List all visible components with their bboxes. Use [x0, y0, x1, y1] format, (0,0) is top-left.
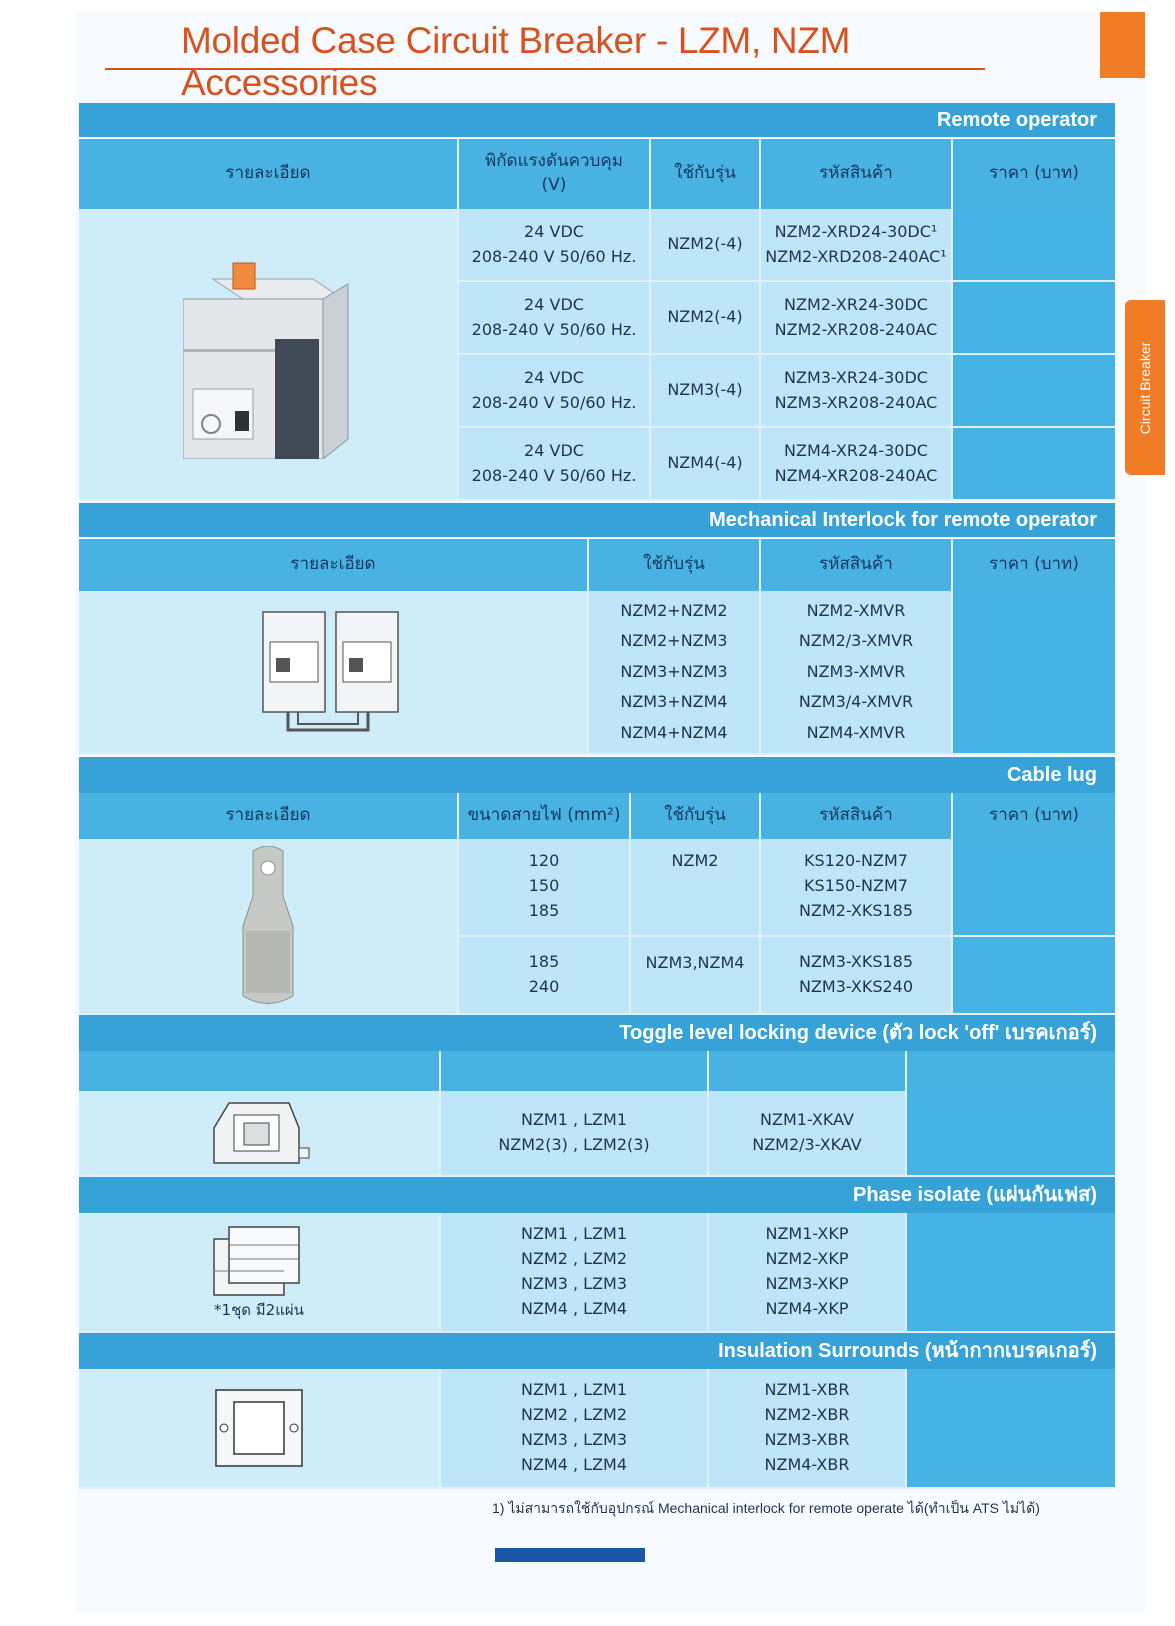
side-tab-circuit-breaker[interactable] — [1125, 300, 1165, 475]
remote-row-4-codes: NZM4-XR24-30DC NZM4-XR208-240AC — [761, 428, 953, 501]
remote-row-3-voltage: 24 VDC 208-240 V 50/60 Hz. — [459, 355, 651, 428]
remote-operator-body — [79, 209, 1115, 501]
mech-interlock-price — [953, 591, 1115, 755]
cable-lug-row-1-sizes: 120 150 185 — [459, 839, 631, 937]
phase-isolate-models: NZM1 , LZM1 NZM2 , LZM2 NZM3 , LZM3 NZM4 , LZM4 — [441, 1213, 709, 1333]
remote-row-2-codes: NZM2-XR24-30DC NZM2-XR208-240AC — [761, 282, 953, 355]
header-model: ใช้กับรุ่น — [651, 139, 761, 209]
phase-isolate-note: *1ชุด มี2แผ่น — [214, 1301, 304, 1320]
header-code: รหัสสินค้า — [761, 793, 953, 839]
remote-row-2-price — [953, 282, 1115, 355]
insulation-body — [79, 1369, 1115, 1489]
cable-lug-icon — [228, 846, 308, 1006]
section-mech-interlock: Mechanical Interlock for remote operator — [79, 503, 1115, 537]
header-empty-3 — [709, 1051, 907, 1091]
header-row-cable-lug — [79, 793, 1115, 839]
insulation-codes: NZM1-XBR NZM2-XBR NZM3-XBR NZM4-XBR — [709, 1369, 907, 1489]
remote-row-3-model: NZM3(-4) — [651, 355, 761, 428]
phase-isolate-price — [907, 1213, 1115, 1333]
phase-isolate-plates-icon — [204, 1221, 314, 1299]
page-title: Molded Case Circuit Breaker - LZM, NZM Accessories — [105, 20, 985, 70]
side-tab-label: Circuit Breaker — [1137, 341, 1153, 434]
remote-row-4-voltage: 24 VDC 208-240 V 50/60 Hz. — [459, 428, 651, 501]
remote-row-2-voltage: 24 VDC 208-240 V 50/60 Hz. — [459, 282, 651, 355]
phase-isolate-image — [79, 1213, 441, 1333]
section-remote-operator: Remote operator — [79, 103, 1115, 137]
cable-lug-row-2-model: NZM3,NZM4 — [631, 937, 761, 1015]
cable-lug-row-2-codes: NZM3-XKS185 NZM3-XKS240 — [761, 937, 953, 1015]
phase-isolate-body — [79, 1213, 1115, 1333]
mech-interlock-codes: NZM2-XMVR NZM2/3-XMVR NZM3-XMVR NZM3/4-XMVR NZM4-XMVR — [761, 591, 953, 755]
cable-lug-row-2-sizes: 185 240 — [459, 937, 631, 1015]
cable-lug-image — [79, 839, 459, 1015]
section-insulation: Insulation Surrounds (หน้ากากเบรคเกอร์) — [79, 1333, 1115, 1369]
mech-interlock-models: NZM2+NZM2 NZM2+NZM3 NZM3+NZM3 NZM3+NZM4 NZM4+NZM4 — [589, 591, 761, 755]
cable-lug-body — [79, 839, 1115, 1015]
header-row-toggle-lock — [79, 1051, 1115, 1091]
interlock-breakers-icon — [258, 602, 408, 742]
remote-row-1-codes: NZM2-XRD24-30DC¹ NZM2-XRD208-240AC¹ — [761, 209, 953, 282]
remote-row-3-codes: NZM3-XR24-30DC NZM3-XR208-240AC — [761, 355, 953, 428]
header-model: ใช้กับรุ่น — [631, 793, 761, 839]
toggle-lock-price — [907, 1091, 1115, 1177]
remote-row-1-voltage: 24 VDC 208-240 V 50/60 Hz. — [459, 209, 651, 282]
header-row-remote — [79, 139, 1115, 209]
cable-lug-row-1-codes: KS120-NZM7 KS150-NZM7 NZM2-XKS185 — [761, 839, 953, 937]
remote-row-4-price — [953, 428, 1115, 501]
header-empty-4 — [907, 1051, 1115, 1091]
cable-lug-row-2-price — [953, 937, 1115, 1015]
header-detail: รายละเอียด — [79, 139, 459, 209]
remote-operator-image — [79, 209, 459, 501]
section-cable-lug: Cable lug — [79, 757, 1115, 793]
remote-row-3-price — [953, 355, 1115, 428]
mech-interlock-body — [79, 591, 1115, 755]
remote-row-1-price — [953, 209, 1115, 282]
insulation-models: NZM1 , LZM1 NZM2 , LZM2 NZM3 , LZM3 NZM4 , LZM4 — [441, 1369, 709, 1489]
brand-logo-strip — [495, 1548, 645, 1562]
toggle-lock-models: NZM1 , LZM1 NZM2(3) , LZM2(3) — [441, 1091, 709, 1177]
remote-row-2-model: NZM2(-4) — [651, 282, 761, 355]
cable-lug-row-1-price — [953, 839, 1115, 937]
footnote: 1) ไม่สามารถใช้กับอุปกรณ์ Mechanical interlock for remote operate ได้(ทำเป็น ATS ไม่ได้) — [492, 1500, 1040, 1516]
mech-interlock-image — [79, 591, 589, 755]
header-detail: รายละเอียด — [79, 539, 589, 591]
header-control-voltage: พิกัดแรงดันควบคุม (V) — [459, 139, 651, 209]
header-empty-2 — [441, 1051, 709, 1091]
toggle-lock-icon — [204, 1093, 314, 1173]
header-row-interlock — [79, 539, 1115, 591]
toggle-lock-body — [79, 1091, 1115, 1177]
insulation-image — [79, 1369, 441, 1489]
header-detail: รายละเอียด — [79, 793, 459, 839]
toggle-lock-image — [79, 1091, 441, 1177]
header-price: ราคา (บาท) — [989, 805, 1079, 826]
header-price: ราคา (บาท) — [989, 163, 1079, 184]
phase-isolate-codes: NZM1-XKP NZM2-XKP NZM3-XKP NZM4-XKP — [709, 1213, 907, 1333]
remote-operator-device-icon — [183, 249, 353, 459]
header-cable-size: ขนาดสายไฟ (mm²) — [459, 793, 631, 839]
header-model: ใช้กับรุ่น — [589, 539, 761, 591]
header-code: รหัสสินค้า — [761, 539, 953, 591]
section-toggle-lock: Toggle level locking device (ตัว lock 'off' เบรคเกอร์) — [79, 1015, 1115, 1051]
header-price: ราคา (บาท) — [989, 554, 1079, 575]
remote-row-4-model: NZM4(-4) — [651, 428, 761, 501]
section-phase-isolate: Phase isolate (แผ่นกันเฟส) — [79, 1177, 1115, 1213]
toggle-lock-codes: NZM1-XKAV NZM2/3-XKAV — [709, 1091, 907, 1177]
insulation-price — [907, 1369, 1115, 1489]
header-code: รหัสสินค้า — [761, 139, 953, 209]
cable-lug-row-1-model: NZM2 — [631, 839, 761, 937]
remote-row-1-model: NZM2(-4) — [651, 209, 761, 282]
corner-tab — [1100, 12, 1145, 78]
header-empty-1 — [79, 1051, 441, 1091]
insulation-frame-icon — [214, 1388, 304, 1468]
